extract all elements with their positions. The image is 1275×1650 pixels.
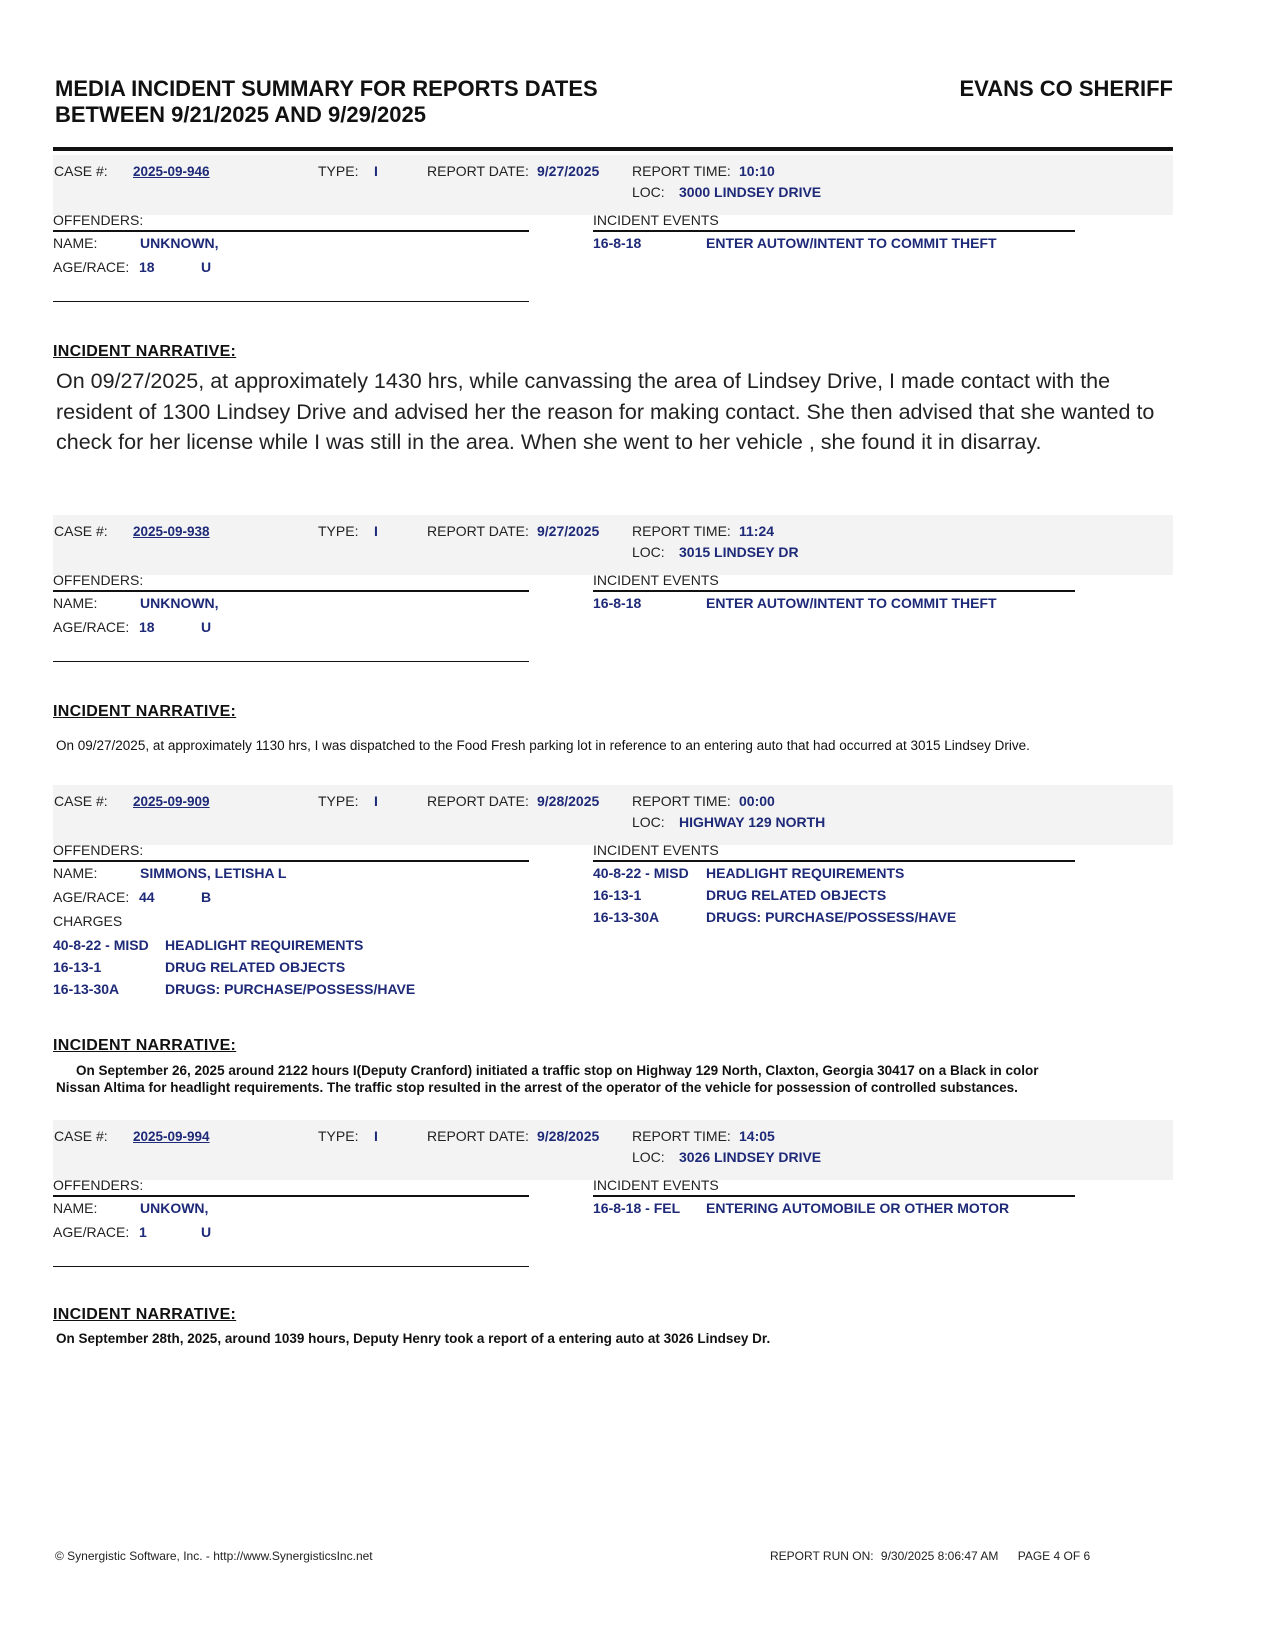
narrative-line-2: Nissan Altima for headlight requirements. The traffic stop resulted in the arrest of the operator of the vehicle for possession of controlled substances. xyxy=(56,1080,1018,1095)
type-value: I xyxy=(374,793,378,809)
event-description: DRUGS: PURCHASE/POSSESS/HAVE xyxy=(706,909,957,925)
offender-age: 1 xyxy=(139,1224,147,1240)
narrative-heading: INCIDENT NARRATIVE: xyxy=(53,703,237,720)
charge-description: HEADLIGHT REQUIREMENTS xyxy=(165,937,364,953)
event-code: 16-8-18 xyxy=(593,595,642,611)
type-value: I xyxy=(374,1128,378,1144)
report-run-label: REPORT RUN ON: xyxy=(770,1549,874,1563)
name-label: NAME: xyxy=(53,865,98,881)
loc-value: 3000 LINDSEY DRIVE xyxy=(679,184,822,200)
offender-end-divider xyxy=(53,1266,529,1267)
case-header xyxy=(53,785,1173,845)
report-run-date: 9/30/2025 8:06:47 AM xyxy=(880,1549,999,1563)
loc-value: 3015 LINDSEY DR xyxy=(679,544,799,560)
charge-description: DRUGS: PURCHASE/POSSESS/HAVE xyxy=(165,981,416,997)
events-divider xyxy=(593,860,1075,862)
report-time-label: REPORT TIME: xyxy=(632,163,731,179)
offenders-divider xyxy=(53,590,529,592)
case-label: CASE #: xyxy=(54,523,108,539)
offender-race: U xyxy=(201,619,212,635)
case-label: CASE #: xyxy=(54,1128,108,1144)
case-number-link[interactable]: 2025-09-909 xyxy=(133,794,210,809)
name-label: NAME: xyxy=(53,235,98,251)
offenders-label: OFFENDERS: xyxy=(53,1177,144,1193)
report-date-value: 9/27/2025 xyxy=(537,523,600,539)
offender-race: U xyxy=(201,259,212,275)
offender-age: 44 xyxy=(139,889,155,905)
header-divider xyxy=(53,147,1173,151)
charges-label: CHARGES xyxy=(53,913,123,929)
report-date-label: REPORT DATE: xyxy=(427,163,529,179)
report-date-label: REPORT DATE: xyxy=(427,1128,529,1144)
report-date-value: 9/27/2025 xyxy=(537,163,600,179)
report-time-label: REPORT TIME: xyxy=(632,1128,731,1144)
report-date-value: 9/28/2025 xyxy=(537,1128,600,1144)
type-label: TYPE: xyxy=(318,163,359,179)
case-header xyxy=(53,515,1173,575)
report-date-value: 9/28/2025 xyxy=(537,793,600,809)
age-race-label: AGE/RACE: xyxy=(53,1224,130,1240)
loc-label: LOC: xyxy=(632,184,665,200)
events-divider xyxy=(593,1195,1075,1197)
report-time-label: REPORT TIME: xyxy=(632,523,731,539)
page-number: PAGE 4 OF 6 xyxy=(1017,1549,1091,1563)
incident-events-label: INCIDENT EVENTS xyxy=(593,842,719,858)
age-race-label: AGE/RACE: xyxy=(53,619,130,635)
case-number-link[interactable]: 2025-09-946 xyxy=(133,164,210,179)
loc-value: HIGHWAY 129 NORTH xyxy=(679,814,826,830)
report-time-value: 00:00 xyxy=(739,793,775,809)
event-code: 16-8-18 - FEL xyxy=(593,1200,681,1216)
case-number-link[interactable]: 2025-09-938 xyxy=(133,524,210,539)
report-title xyxy=(55,76,598,128)
case-label: CASE #: xyxy=(54,163,108,179)
case-number-link[interactable]: 2025-09-994 xyxy=(133,1129,210,1144)
narrative-text: On 09/27/2025, at approximately 1130 hrs, I was dispatched to the Food Fresh parking lot in reference to an entering auto that had occurred at 3015 Lindsey Drive. xyxy=(56,738,1030,753)
loc-label: LOC: xyxy=(632,544,665,560)
type-value: I xyxy=(374,523,378,539)
narrative-line-1: On September 26, 2025 around 2122 hours I(Deputy Cranford) initiated a traffic stop on Highway 129 North, Claxton, Georgia 30417 on a Black in color xyxy=(76,1063,1039,1078)
report-time-value: 10:10 xyxy=(739,163,775,179)
narrative-text: On September 28th, 2025, around 1039 hours, Deputy Henry took a report of a entering auto at 3026 Lindsey Dr. xyxy=(56,1331,771,1346)
type-value: I xyxy=(374,163,378,179)
events-divider xyxy=(593,230,1075,232)
offenders-divider xyxy=(53,230,529,232)
offender-name: UNKOWN, xyxy=(140,1200,209,1216)
event-code: 16-13-1 xyxy=(593,887,642,903)
incident-events-label: INCIDENT EVENTS xyxy=(593,212,719,228)
event-description: ENTERING AUTOMOBILE OR OTHER MOTOR xyxy=(706,1200,1010,1216)
age-race-label: AGE/RACE: xyxy=(53,259,130,275)
offenders-label: OFFENDERS: xyxy=(53,212,144,228)
name-label: NAME: xyxy=(53,595,98,611)
charge-code: 40-8-22 - MISD xyxy=(53,937,149,953)
offender-race: U xyxy=(201,1224,212,1240)
event-description: ENTER AUTOW/INTENT TO COMMIT THEFT xyxy=(706,595,997,611)
report-time-value: 14:05 xyxy=(739,1128,775,1144)
offenders-divider xyxy=(53,860,529,862)
offender-end-divider xyxy=(53,301,529,302)
type-label: TYPE: xyxy=(318,793,359,809)
report-time-value: 11:24 xyxy=(739,523,775,539)
narrative-heading: INCIDENT NARRATIVE: xyxy=(53,1306,237,1323)
footer-run-info xyxy=(770,1549,1090,1563)
charge-code: 16-13-1 xyxy=(53,959,102,975)
loc-label: LOC: xyxy=(632,814,665,830)
charge-code: 16-13-30A xyxy=(53,981,120,997)
event-description: HEADLIGHT REQUIREMENTS xyxy=(706,865,905,881)
offender-name: UNKNOWN, xyxy=(140,595,219,611)
loc-value: 3026 LINDSEY DRIVE xyxy=(679,1149,822,1165)
report-title-line-2: BETWEEN 9/21/2025 AND 9/29/2025 xyxy=(55,102,426,127)
report-date-label: REPORT DATE: xyxy=(427,523,529,539)
report-title-line-1: MEDIA INCIDENT SUMMARY FOR REPORTS DATES xyxy=(55,76,598,101)
event-code: 16-13-30A xyxy=(593,909,660,925)
report-date-label: REPORT DATE: xyxy=(427,793,529,809)
case-header xyxy=(53,155,1173,215)
offender-end-divider xyxy=(53,661,529,662)
loc-label: LOC: xyxy=(632,1149,665,1165)
narrative-text xyxy=(56,1062,1166,1096)
offenders-label: OFFENDERS: xyxy=(53,842,144,858)
footer-copyright: © Synergistic Software, Inc. - http://www.SynergisticsInc.net xyxy=(55,1549,373,1563)
agency-name: EVANS CO SHERIFF xyxy=(959,76,1173,101)
offender-age: 18 xyxy=(139,619,155,635)
offender-age: 18 xyxy=(139,259,155,275)
report-time-label: REPORT TIME: xyxy=(632,793,731,809)
narrative-heading: INCIDENT NARRATIVE: xyxy=(53,1037,237,1054)
case-header xyxy=(53,1120,1173,1180)
name-label: NAME: xyxy=(53,1200,98,1216)
offender-name: UNKNOWN, xyxy=(140,235,219,251)
age-race-label: AGE/RACE: xyxy=(53,889,130,905)
charge-description: DRUG RELATED OBJECTS xyxy=(165,959,346,975)
case-label: CASE #: xyxy=(54,793,108,809)
offenders-divider xyxy=(53,1195,529,1197)
narrative-heading: INCIDENT NARRATIVE: xyxy=(53,343,237,360)
type-label: TYPE: xyxy=(318,1128,359,1144)
event-code: 40-8-22 - MISD xyxy=(593,865,689,881)
events-divider xyxy=(593,590,1075,592)
event-description: ENTER AUTOW/INTENT TO COMMIT THEFT xyxy=(706,235,997,251)
type-label: TYPE: xyxy=(318,523,359,539)
offender-race: B xyxy=(201,889,212,905)
incident-events-label: INCIDENT EVENTS xyxy=(593,572,719,588)
offenders-label: OFFENDERS: xyxy=(53,572,144,588)
offender-name: SIMMONS, LETISHA L xyxy=(140,865,287,881)
event-description: DRUG RELATED OBJECTS xyxy=(706,887,887,903)
narrative-text: On 09/27/2025, at approximately 1430 hrs, while canvassing the area of Lindsey Drive, I made contact with the resident of 1300 Lindsey Drive and advised her the reason for making contact. She then advised that she wanted to check for her license while I was still in the area. When she went to her vehicle , she found it in disarray. xyxy=(56,369,1155,454)
event-code: 16-8-18 xyxy=(593,235,642,251)
incident-events-label: INCIDENT EVENTS xyxy=(593,1177,719,1193)
